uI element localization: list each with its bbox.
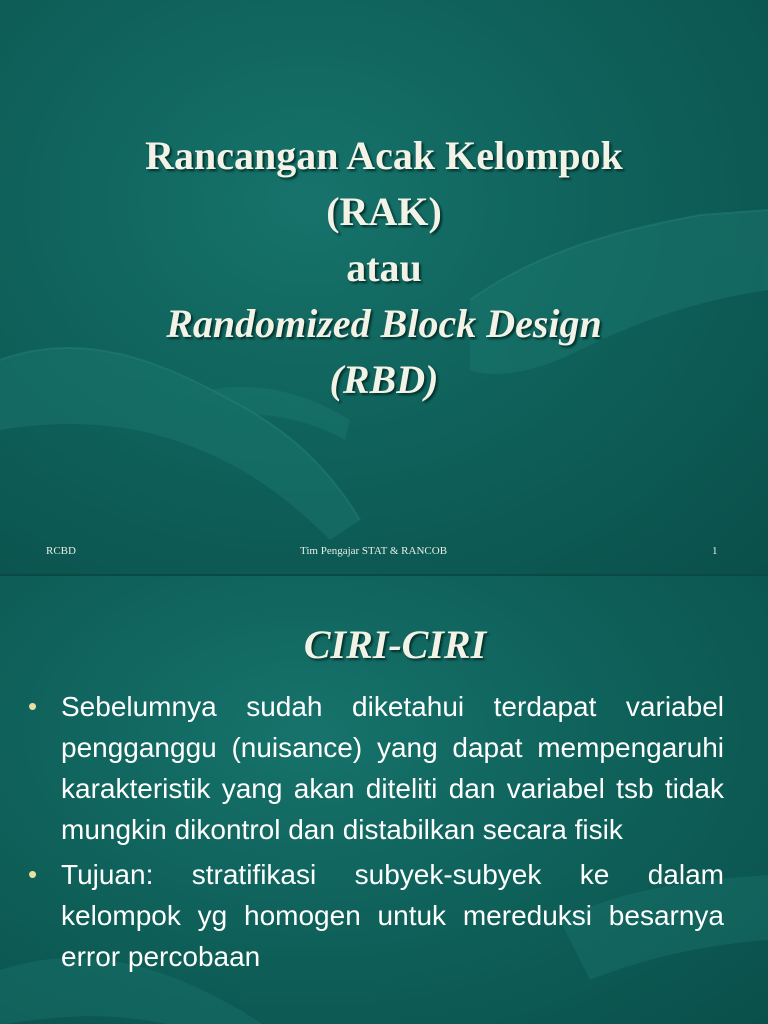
title-line-5: (RBD) xyxy=(329,357,439,402)
slide-footer xyxy=(0,545,768,561)
footer-center: Tim Pengajar STAT & RANCOB xyxy=(300,545,448,557)
slide-2-title: CIRI-CIRI xyxy=(303,622,487,667)
bullet-text: Tujuan: stratifikasi subyek-subyek ke dalam kelompok yg homogen untuk mereduksi besarnya error percobaan xyxy=(61,859,724,972)
bullet-item xyxy=(28,686,724,850)
slide-2 xyxy=(0,576,768,1024)
bullet-text: Sebelumnya sudah diketahui terdapat variabel pengganggu (nuisance) yang dapat mempengaruhi karakteristik yang akan diteliti dan variabel tsb tidak mungkin dikontrol dan distabilkan secara fisik xyxy=(61,691,724,845)
bullet-list xyxy=(28,686,724,981)
title-block xyxy=(0,128,768,408)
title-line-4: Randomized Block Design xyxy=(166,301,602,346)
title-line-3: atau xyxy=(346,245,422,290)
footer-left: RCBD xyxy=(46,545,76,557)
title-line-2: (RAK) xyxy=(326,189,442,234)
bullet-dot-icon: • xyxy=(28,859,38,889)
title-line-1: Rancangan Acak Kelompok xyxy=(145,133,623,178)
footer-page-number: 1 xyxy=(712,545,718,557)
bullet-dot-icon: • xyxy=(28,691,38,721)
bullet-item xyxy=(28,854,724,977)
